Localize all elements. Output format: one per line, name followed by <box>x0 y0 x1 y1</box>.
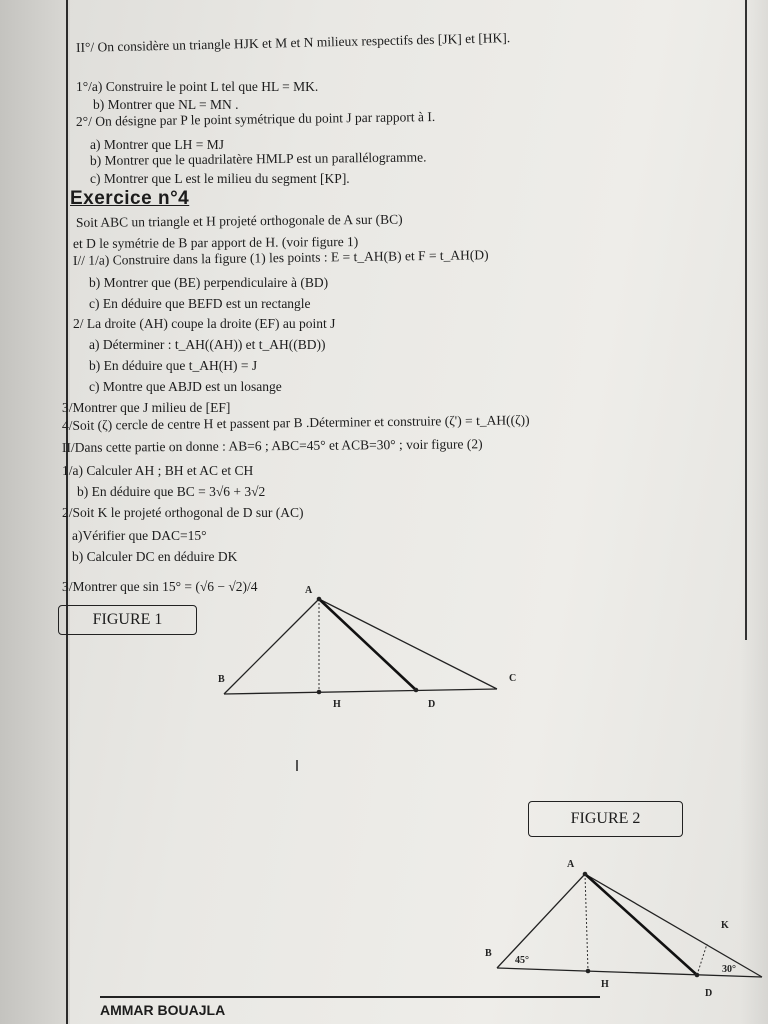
fig1-label-b: B <box>218 674 225 685</box>
fig2-point-d <box>695 973 700 978</box>
ex4-part2-question-3: 3/Montrer que sin 15° = (√6 − √2)/4 <box>62 579 258 594</box>
fig2-angle-c: 30° <box>722 964 736 975</box>
fig1-segment-ad <box>319 599 416 690</box>
fig2-segment-dk <box>697 944 707 975</box>
ex4-question-4: 4/Soit (ζ) cercle de centre H et passent par B .Déterminer et construire (ζ') = t_AH((ζ)) <box>61 412 530 433</box>
ex4-part2-question-2b: b) Calculer DC en déduire DK <box>72 549 238 564</box>
ex4-question-2a: a) Déterminer : t_AH((AH)) et t_AH((BD)) <box>89 337 326 352</box>
question-1b: b) Montrer que NL = MN . <box>93 97 239 112</box>
fig2-point-a <box>583 872 588 877</box>
exercise-4-title: Exercice n°4 <box>70 188 190 209</box>
figure-2-label: FIGURE 2 <box>570 810 641 827</box>
fig2-side-ab <box>497 874 585 968</box>
fig1-point-d <box>414 688 419 693</box>
ex4-statement-2: et D le symétrie de B par apport de H. (voir figure 1) <box>72 234 359 251</box>
ex4-question-1c: c) En déduire que BEFD est un rectangle <box>89 296 311 311</box>
fig2-label-h: H <box>601 979 609 990</box>
question-2a: a) Montrer que LH = MJ <box>90 137 224 152</box>
figure-1 <box>218 585 516 710</box>
fig2-label-k: K <box>721 920 729 931</box>
fig2-label-b: B <box>485 948 492 959</box>
question-2b: b) Montrer que le quadrilatère HMLP est un parallélogramme. <box>89 149 427 168</box>
figure-2-label-box <box>528 801 683 837</box>
fig1-side-bc <box>224 689 497 694</box>
fig1-point-h <box>317 690 322 695</box>
ex4-part2-question-2: 2/Soit K le projeté orthogonal de D sur (AC) <box>62 505 304 520</box>
fig1-label-h: H <box>333 699 341 710</box>
figure-1-label: FIGURE 1 <box>92 611 163 628</box>
fig1-side-ab <box>224 599 319 694</box>
ex4-question-2c: c) Montre que ABJD est un losange <box>89 379 282 394</box>
fig2-point-h <box>586 969 591 974</box>
fig2-label-d: D <box>705 988 713 999</box>
ex4-part-2-intro: II/Dans cette partie on donne : AB=6 ; ABC=45° et ACB=30° ; voir figure (2) <box>61 436 483 455</box>
fig1-label-a: A <box>305 585 313 596</box>
footer-rule <box>100 996 600 998</box>
fig2-height-ah <box>585 874 588 971</box>
ex4-question-3: 3/Montrer que J milieu de [EF] <box>62 400 231 415</box>
fig1-label-c: C <box>509 673 517 684</box>
ex4-question-2: 2/ La droite (AH) coupe la droite (EF) au point J <box>73 316 336 331</box>
question-2c: c) Montrer que L est le milieu du segment [KP]. <box>90 171 350 186</box>
question-2: 2°/ On désigne par P le point symétrique du point J par rapport à I. <box>75 108 436 129</box>
question-1a: 1°/a) Construire le point L tel que HL = MK. <box>76 79 319 94</box>
fig1-label-d: D <box>428 699 436 710</box>
ex4-question-2b: b) En déduire que t_AH(H) = J <box>89 358 258 373</box>
fig2-angle-b: 45° <box>515 955 529 966</box>
ex4-part2-question-2a: a)Vérifier que DAC=15° <box>72 528 207 543</box>
fig1-side-ac <box>319 599 497 689</box>
ex4-part2-question-1b: b) En déduire que BC = 3√6 + 3√2 <box>77 484 266 499</box>
fig2-segment-ad <box>585 874 697 975</box>
author-footer: AMMAR BOUAJLA <box>100 1002 226 1018</box>
fig2-label-a: A <box>567 859 575 870</box>
ex4-question-1b: b) Montrer que (BE) perpendiculaire à (BD) <box>89 275 329 290</box>
exercise-3-part-2-intro: II°/ On considère un triangle HJK et M et N milieux respectifs des [JK] et [HK]. <box>75 30 511 55</box>
figure-2 <box>485 859 762 999</box>
ex4-statement-1: Soit ABC un triangle et H projeté orthogonale de A sur (BC) <box>75 211 403 230</box>
ex4-question-1a: I// 1/a) Construire dans la figure (1) les points : E = t_AH(B) et F = t_AH(D) <box>72 247 489 268</box>
fig2-side-ac <box>585 874 762 977</box>
ex4-part2-question-1a: 1/a) Calculer AH ; BH et AC et CH <box>62 463 254 478</box>
fig1-point-a <box>317 597 322 602</box>
